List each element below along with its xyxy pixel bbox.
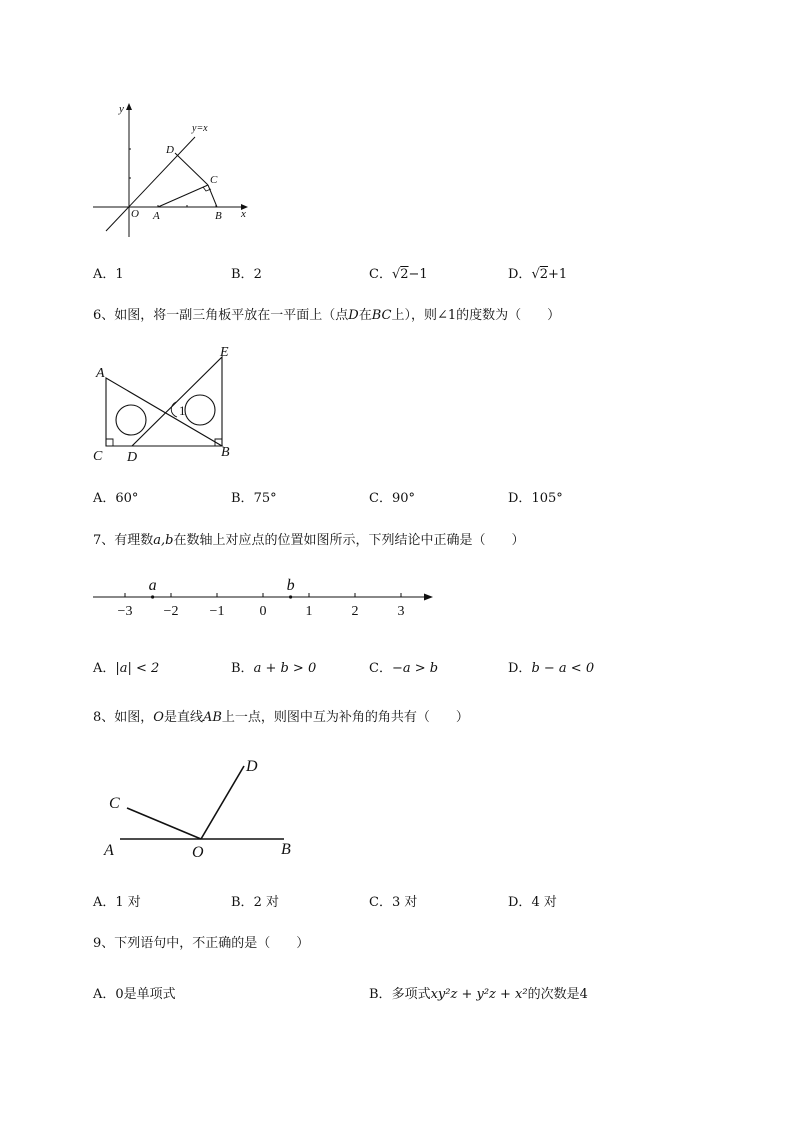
q8-label-B: B bbox=[281, 841, 291, 858]
q6-option-a-text: 60° bbox=[115, 491, 139, 506]
q7-option-a-text: |a| < 2 bbox=[115, 661, 160, 676]
q7-tick-label: 2 bbox=[351, 604, 359, 619]
q8-option-c[interactable] bbox=[369, 891, 417, 910]
q6-label-D: D bbox=[127, 450, 138, 465]
q8-option-a-letter: A． bbox=[93, 895, 116, 910]
q7-option-d-text: b − a < 0 bbox=[531, 661, 595, 676]
q9-option-a-letter: A． bbox=[93, 987, 116, 1002]
q8-option-c-text: 3 对 bbox=[391, 895, 418, 910]
q7-option-c-letter: C． bbox=[369, 661, 392, 676]
q8-option-b[interactable] bbox=[231, 891, 279, 910]
q5-label-A: A bbox=[153, 210, 160, 222]
q5-label-C: C bbox=[210, 174, 218, 186]
q7-tick-label: 3 bbox=[397, 604, 405, 619]
q6-option-b-text: 75° bbox=[253, 491, 277, 506]
sqrt-symbol: √ bbox=[531, 267, 540, 282]
q7-stem-part: 7、有理数 bbox=[93, 533, 154, 548]
q8-option-a-text: 1 对 bbox=[115, 895, 141, 910]
q5-x-label: x bbox=[241, 208, 246, 220]
q6-label-C: C bbox=[93, 449, 103, 464]
q9-option-a[interactable] bbox=[93, 983, 176, 1002]
q5-option-a-text: 1 bbox=[115, 267, 124, 282]
q5-option-d-radicand: 2 bbox=[539, 267, 549, 282]
q7-tick-label: 1 bbox=[305, 604, 313, 619]
q9-option-b-letter: B． bbox=[369, 987, 392, 1002]
q8-ray-OC bbox=[127, 808, 201, 839]
q8-stem-O: O bbox=[153, 710, 164, 725]
q7-tick-label: 0 bbox=[259, 604, 267, 619]
q7-option-c-text: −a > b bbox=[391, 661, 439, 676]
q5-line-label: y=x bbox=[192, 123, 208, 134]
q6-option-c-text: 90° bbox=[391, 491, 415, 506]
q8-label-D: D bbox=[246, 758, 258, 775]
q6-label-E: E bbox=[220, 345, 229, 360]
q6-option-b-letter: B． bbox=[231, 491, 254, 506]
q5-label-B: B bbox=[215, 210, 222, 222]
q8-label-A: A bbox=[104, 842, 114, 859]
q7-stem-ab: a,b bbox=[153, 533, 174, 548]
q6-option-a-letter: A． bbox=[93, 491, 116, 506]
q7-tick-label: −1 bbox=[209, 604, 225, 619]
q8-option-d[interactable] bbox=[508, 891, 557, 910]
q8-option-b-text: 2 对 bbox=[253, 895, 279, 910]
q8-option-d-letter: D． bbox=[508, 895, 532, 910]
q9-option-b[interactable] bbox=[369, 983, 588, 1002]
q6-stem-part: 在 bbox=[358, 308, 372, 323]
q5-label-D: D bbox=[166, 144, 174, 156]
q8-stem-part: 是直线 bbox=[163, 710, 203, 725]
q8-stem-AB: AB bbox=[202, 710, 222, 725]
q5-option-c-radicand: 2 bbox=[400, 267, 409, 282]
q6-option-d-text: 105° bbox=[531, 491, 563, 506]
q7-tick-label: −2 bbox=[163, 604, 179, 619]
q7-point-a-label: a bbox=[148, 577, 157, 594]
q6-stem-D: D bbox=[348, 308, 359, 323]
q6-option-c-letter: C． bbox=[369, 491, 392, 506]
q7-tick-label: −3 bbox=[117, 604, 133, 619]
q8-label-O: O bbox=[192, 844, 204, 861]
q7-point-b-label: b bbox=[286, 577, 295, 594]
q6-label-A: A bbox=[96, 366, 105, 381]
q5-option-b-letter: B． bbox=[231, 267, 254, 282]
q9-option-b-post: 的次数是4 bbox=[527, 987, 588, 1002]
q7-option-b-letter: B． bbox=[231, 661, 254, 676]
q9-option-b-poly: xy²z + y²z + x² bbox=[430, 987, 528, 1002]
q5-option-d-text: +1 bbox=[548, 267, 568, 282]
q5-option-a-letter: A． bbox=[93, 267, 116, 282]
q9-option-a-text: 0是单项式 bbox=[115, 987, 176, 1002]
q5-option-d-letter: D． bbox=[508, 267, 532, 282]
q8-option-d-text: 4 对 bbox=[531, 895, 557, 910]
q5-label-O: O bbox=[131, 208, 139, 220]
q5-option-c-letter: C． bbox=[369, 267, 392, 282]
q8-option-b-letter: B． bbox=[231, 895, 254, 910]
q6-stem-BC: BC bbox=[371, 308, 392, 323]
q7-stem-part: 在数轴上对应点的位置如图所示，下列结论中正确是（ ） bbox=[173, 533, 525, 548]
q8-ray-OD bbox=[201, 766, 244, 839]
q6-stem-part: 6、如图，将一副三角板平放在一平面上（点 bbox=[93, 308, 349, 323]
q6-label-B: B bbox=[221, 445, 230, 460]
q9-option-b-pre: 多项式 bbox=[391, 987, 431, 1002]
q6-angle-label: 1 bbox=[179, 403, 186, 418]
sqrt-symbol: √ bbox=[391, 267, 401, 282]
q5-option-c-text: −1 bbox=[408, 267, 428, 282]
q5-option-b-text: 2 bbox=[253, 267, 262, 282]
q8-option-c-letter: C． bbox=[369, 895, 392, 910]
q9-stem: 9、下列语句中，不正确的是（ ） bbox=[93, 936, 310, 951]
q5-y-label: y bbox=[119, 103, 124, 115]
q7-option-a-letter: A． bbox=[93, 661, 116, 676]
q8-stem-part: 上一点，则图中互为补角的角共有（ ） bbox=[221, 710, 469, 725]
q6-stem-part: 上），则∠1的度数为（ ） bbox=[391, 308, 561, 323]
q8-option-a[interactable] bbox=[93, 891, 141, 910]
q8-label-C: C bbox=[109, 795, 120, 812]
q6-option-d-letter: D． bbox=[508, 491, 532, 506]
q7-option-b-text: a + b > 0 bbox=[253, 661, 317, 676]
q7-option-d-letter: D． bbox=[508, 661, 532, 676]
q8-stem-part: 8、如图， bbox=[93, 710, 154, 725]
